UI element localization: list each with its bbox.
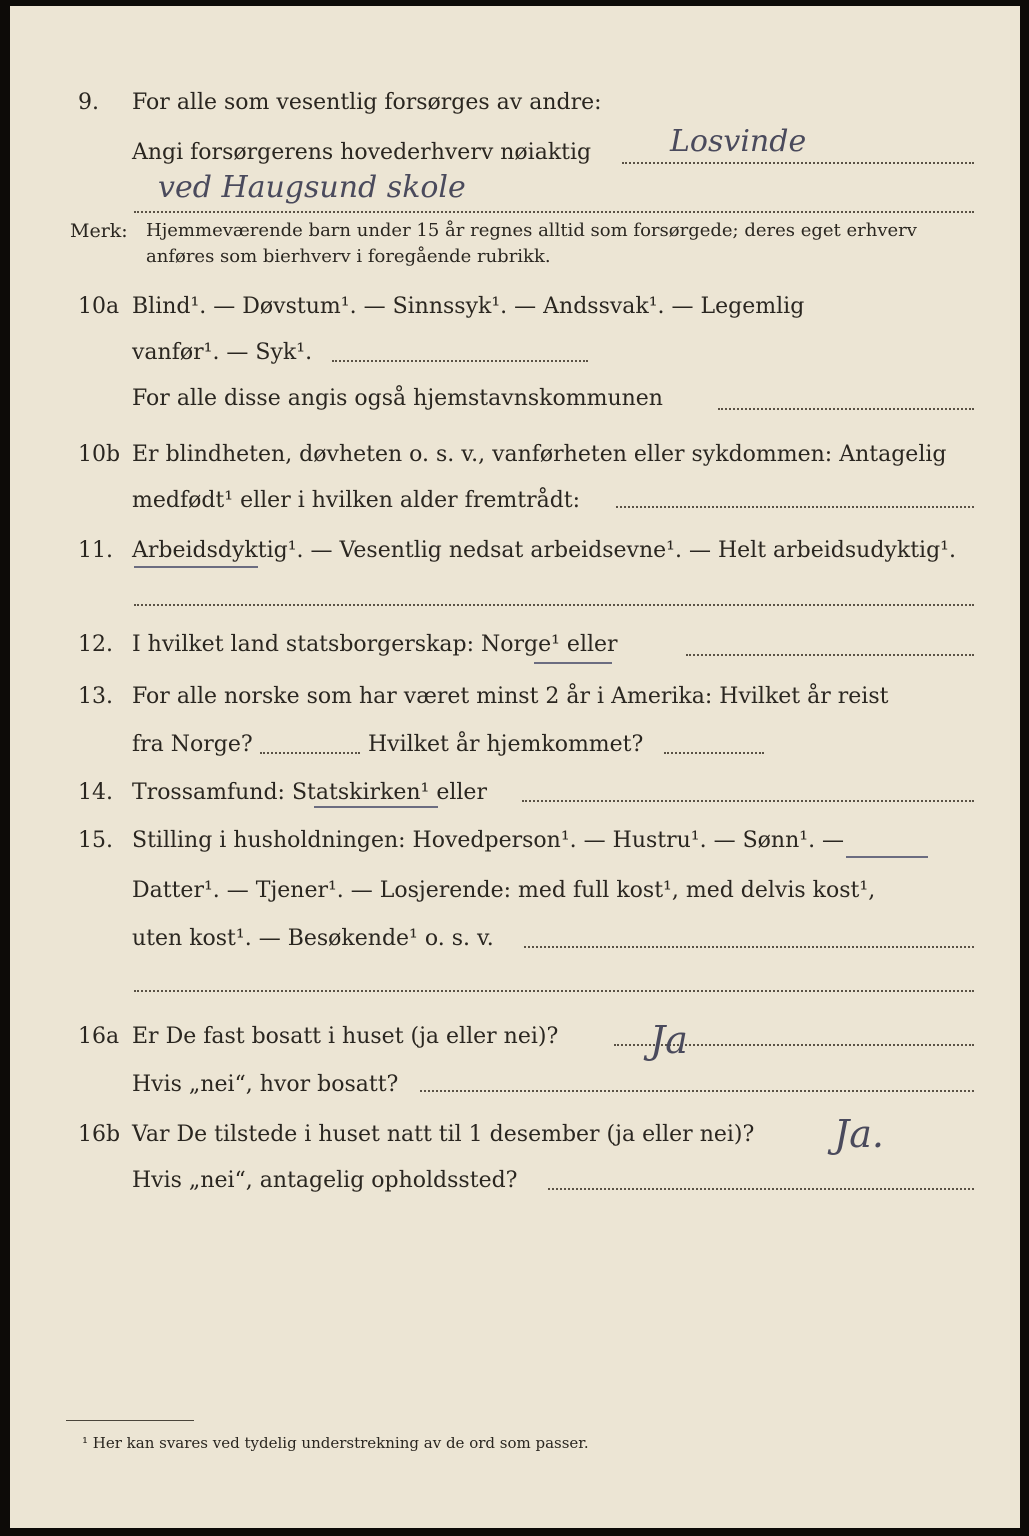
question-number: 9.: [78, 90, 99, 115]
answer-line: [664, 752, 764, 754]
question-number: 14.: [78, 780, 113, 805]
question-text: uten kost¹. — Besøkende¹ o. s. v.: [132, 926, 494, 951]
footnote: ¹ Her kan svares ved tydelig understrekning av de ord som passer.: [82, 1434, 589, 1452]
question-number: 16a: [78, 1024, 120, 1049]
answer-line: [686, 654, 974, 656]
underline-mark: [314, 806, 438, 808]
handwritten-answer: Losvinde: [670, 124, 807, 159]
answer-line: [134, 604, 974, 606]
question-text: medfødt¹ eller i hvilken alder fremtrådt:: [132, 488, 581, 513]
note-label: Merk:: [70, 220, 128, 242]
question-text: For alle som vesentlig forsørges av andre:: [132, 90, 602, 115]
question-text: I hvilket land statsborgerskap: Norge¹ eller: [132, 632, 618, 657]
question-text: Hvis „nei“, antagelig opholdssted?: [132, 1168, 518, 1193]
answer-line: [548, 1188, 974, 1190]
question-text: Angi forsørgerens hovederhverv nøiaktig: [132, 140, 592, 165]
question-number: 10b: [78, 442, 121, 467]
underline-mark: [534, 662, 612, 664]
answer-line: [332, 360, 588, 362]
footnote-rule: [66, 1420, 194, 1421]
question-text: Er De fast bosatt i huset (ja eller nei)?: [132, 1024, 559, 1049]
question-text: Hvis „nei“, hvor bosatt?: [132, 1072, 399, 1097]
answer-line: [616, 506, 974, 508]
question-text: vanfør¹. — Syk¹.: [132, 340, 313, 365]
note-text: Hjemmeværende barn under 15 år regnes alltid som forsørgede; deres eget erhverv: [146, 220, 917, 241]
question-text: fra Norge?: [132, 732, 253, 757]
question-text: Blind¹. — Døvstum¹. — Sinnssyk¹. — Andssvak¹. — Legemlig: [132, 294, 805, 319]
question-text: Var De tilstede i huset natt til 1 desember (ja eller nei)?: [132, 1122, 755, 1147]
answer-line: [134, 990, 974, 992]
question-number: 11.: [78, 538, 113, 563]
answer-line: [622, 162, 974, 164]
question-text: Er blindheten, døvheten o. s. v., vanførheten eller sykdommen: Antagelig: [132, 442, 947, 467]
question-number: 10a: [78, 294, 120, 319]
question-text: For alle norske som har været minst 2 år i Amerika: Hvilket år reist: [132, 684, 889, 709]
answer-line: [260, 752, 360, 754]
question-number: 13.: [78, 684, 113, 709]
question-number: 16b: [78, 1122, 121, 1147]
question-text: Arbeidsdyktig¹. — Vesentlig nedsat arbeidsevne¹. — Helt arbeidsudyktig¹.: [132, 538, 956, 563]
question-number: 15.: [78, 828, 113, 853]
note-text: anføres som bierhverv i foregående rubrikk.: [146, 246, 551, 267]
underline-mark: [134, 566, 258, 568]
question-text: Hvilket år hjemkommet?: [368, 732, 644, 757]
answer-line: [134, 211, 974, 213]
question-text: Datter¹. — Tjener¹. — Losjerende: med full kost¹, med delvis kost¹,: [132, 878, 876, 903]
handwritten-answer: Ja: [650, 1018, 688, 1062]
question-text: Trossamfund: Statskirken¹ eller: [132, 780, 487, 805]
census-form-page: [10, 6, 1020, 1528]
question-number: 12.: [78, 632, 113, 657]
question-text: Stilling i husholdningen: Hovedperson¹. — Hustru¹. — Sønn¹. —: [132, 828, 845, 853]
underline-mark: [846, 856, 928, 858]
handwritten-answer: Ja.: [834, 1112, 884, 1156]
answer-line: [420, 1090, 974, 1092]
answer-line: [718, 408, 974, 410]
question-text: For alle disse angis også hjemstavnskommunen: [132, 386, 663, 411]
handwritten-answer: ved Haugsund skole: [158, 170, 466, 205]
answer-line: [524, 946, 974, 948]
answer-line: [522, 800, 974, 802]
